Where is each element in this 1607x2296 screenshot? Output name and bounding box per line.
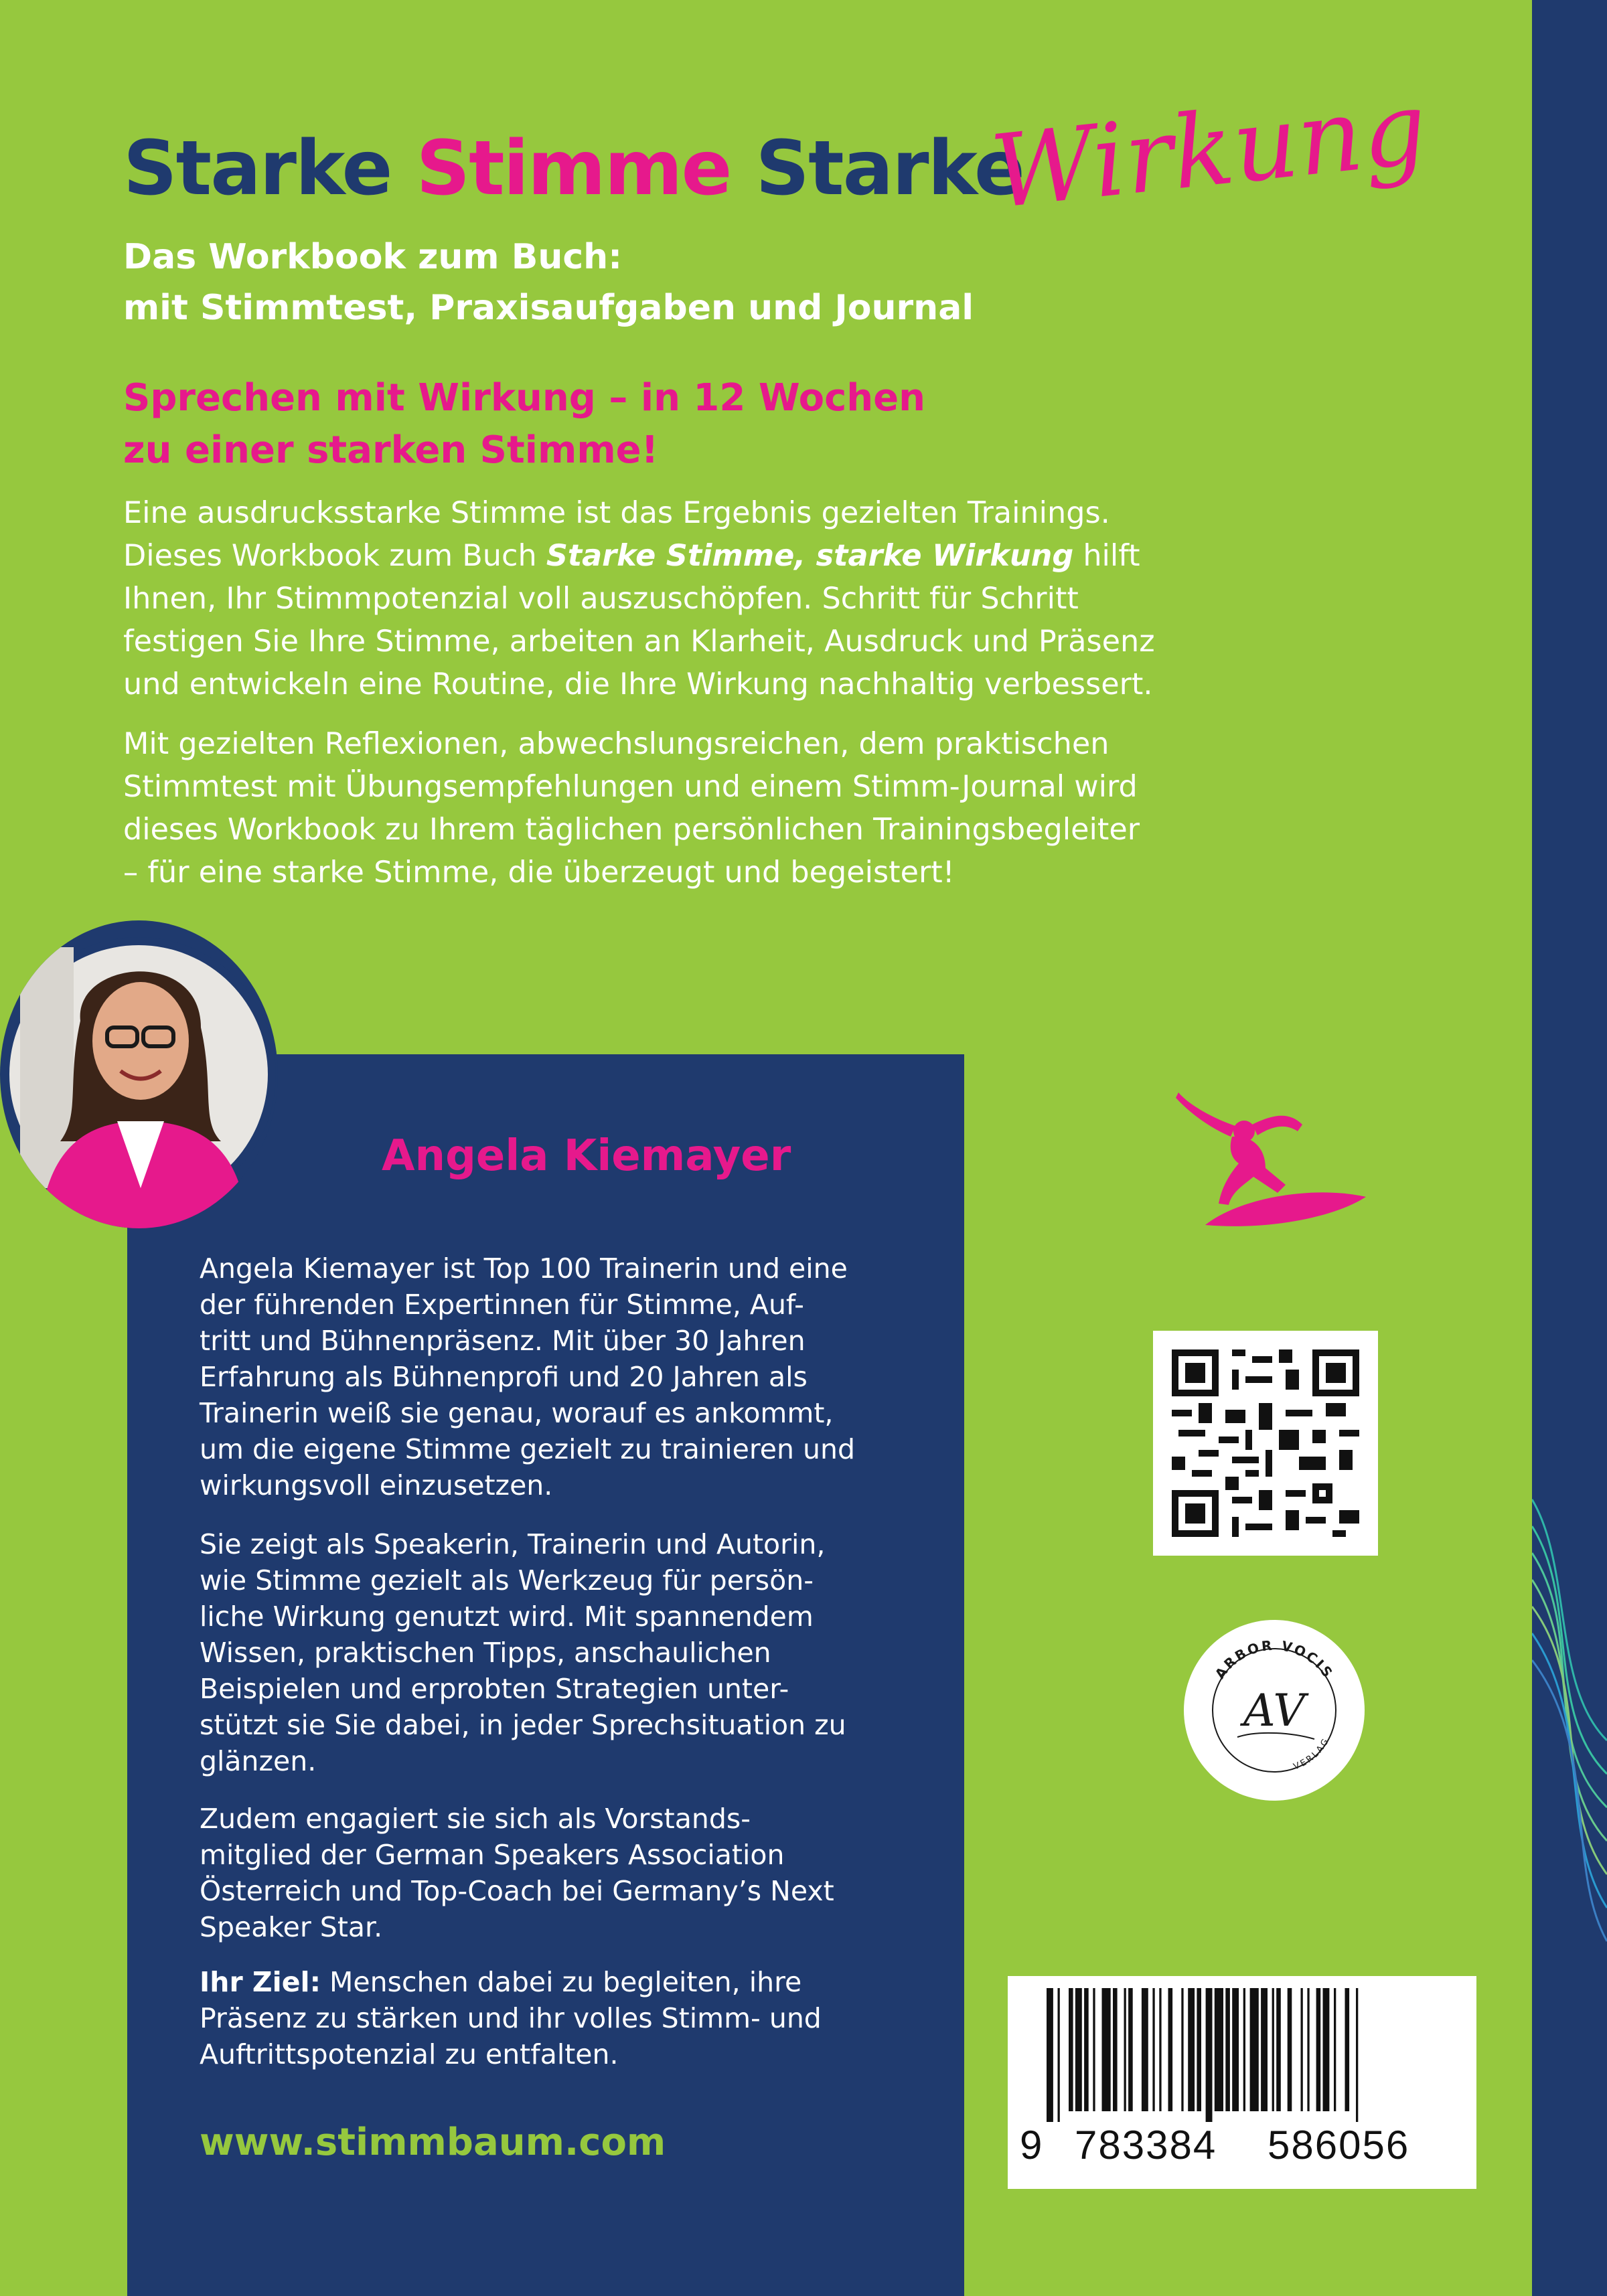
book-title: [123, 125, 1024, 212]
barcode-bar: [1181, 1988, 1183, 2111]
bio-line: Zudem engagiert sie sich als Vorstands-: [200, 1803, 751, 1835]
barcode-bar: [1243, 1988, 1245, 2111]
barcode-bar: [1142, 1988, 1148, 2111]
barcode-bar: [1102, 1988, 1111, 2111]
bio-line: stützt sie Sie dabei, in jeder Sprechsituation zu: [200, 1709, 846, 1741]
intro-line: – für eine starke Stimme, die überzeugt und begeistert!: [123, 855, 955, 890]
title-word-stimme: Stimme: [416, 125, 731, 212]
intro-line: Ihnen, Ihr Stimmpotenzial voll auszuschöpfen. Schritt für Schritt: [123, 582, 1079, 616]
barcode-bar: [1113, 1988, 1118, 2111]
barcode-bar: [1047, 1988, 1053, 2122]
intro-line: Eine ausdrucksstarke Stimme ist das Ergebnis gezielten Trainings.: [123, 496, 1110, 530]
subtitle-line: Das Workbook zum Buch:: [123, 237, 622, 277]
goal-text: Menschen dabei zu begleiten, ihre: [320, 1966, 802, 1998]
bio-line: der führenden Expertinnen für Stimme, Auf-: [200, 1289, 804, 1321]
author-bio-3: [200, 1801, 963, 1945]
bio-line: mitglied der German Speakers Association: [200, 1839, 785, 1871]
barcode-bar: [1334, 1988, 1336, 2111]
bio-line: Präsenz zu stärken und ihr volles Stimm- und: [200, 2002, 822, 2034]
barcode-bar: [1288, 1988, 1292, 2111]
intro-line: festigen Sie Ihre Stimme, arbeiten an Klarheit, Ausdruck und Präsenz: [123, 625, 1155, 659]
bio-line: wie Stimme gezielt als Werkzeug für persön-: [200, 1564, 814, 1596]
author-photo: [0, 920, 278, 1228]
website-link[interactable]: www.stimmbaum.com: [200, 2121, 666, 2164]
barcode-bar: [1225, 1988, 1230, 2111]
barcode-bar: [1093, 1988, 1095, 2111]
publisher-logo: [1184, 1620, 1365, 1801]
bio-line: Auftrittspotenzial zu entfalten.: [200, 2038, 619, 2070]
barcode-lead-digit: 9: [1020, 2123, 1044, 2167]
barcode-bar: [1356, 1988, 1358, 2122]
publisher-monogram: AV: [1243, 1685, 1306, 1736]
title-word-starke: Starke: [123, 125, 392, 212]
publisher-name-top: ARBOR VOCIS: [1211, 1637, 1337, 1682]
barcode-group-1: 783384: [1075, 2123, 1217, 2167]
bio-line: Angela Kiemayer ist Top 100 Trainerin und eine: [200, 1252, 848, 1285]
intro-line: Stimmtest mit Übungsempfehlungen und einem Stimm-Journal wird: [123, 770, 1138, 804]
wave-lines-decoration: [1532, 1486, 1607, 1981]
barcode-bar: [1152, 1988, 1154, 2111]
barcode-bar: [1272, 1988, 1274, 2111]
author-goal: [200, 1964, 963, 2072]
barcode-bar: [1276, 1988, 1281, 2111]
barcode-bar: [1159, 1988, 1161, 2111]
bio-line: Sie zeigt als Speakerin, Trainerin und Autorin,: [200, 1528, 826, 1560]
barcode-bar: [1058, 1988, 1060, 2122]
barcode-bar: [1316, 1988, 1321, 2111]
bio-line: Speaker Star.: [200, 1911, 383, 1943]
barcode-bar: [1124, 1988, 1126, 2111]
barcode-bar: [1197, 1988, 1201, 2111]
intro-line: dieses Workbook zu Ihrem täglichen persönlichen Trainingsbegleiter: [123, 813, 1140, 847]
bio-line: glänzen.: [200, 1745, 317, 1777]
intro-text: hilft: [1073, 539, 1140, 573]
bio-line: Beispielen und erprobten Strategien unter-: [200, 1673, 789, 1705]
qr-code[interactable]: [1153, 1331, 1378, 1556]
headline-line: zu einer starken Stimme!: [123, 428, 659, 472]
bio-line: Erfahrung als Bühnenprofi und 20 Jahren als: [200, 1361, 808, 1393]
barcode-bar: [1345, 1988, 1350, 2111]
intro-line: Mit gezielten Reflexionen, abwechslungsreichen, dem praktischen: [123, 727, 1109, 761]
author-name: Angela Kiemayer: [382, 1131, 791, 1181]
surfer-icon: [1165, 1084, 1373, 1245]
headline-line: Sprechen mit Wirkung – in 12 Wochen: [123, 376, 926, 420]
bio-line: wirkungsvoll einzusetzen.: [200, 1469, 553, 1501]
intro-line: und entwickeln eine Routine, die Ihre Wirkung nachhaltig verbessert.: [123, 667, 1153, 702]
barcode-bar: [1188, 1988, 1195, 2111]
headline: [123, 372, 1395, 477]
barcode: [1008, 1976, 1476, 2189]
intro-text: Dieses Workbook zum Buch: [123, 539, 546, 573]
bio-line: Wissen, praktischen Tipps, anschaulichen: [200, 1637, 771, 1669]
barcode-bar: [1084, 1988, 1089, 2111]
barcode-bar: [1232, 1988, 1239, 2111]
author-bio-1: [200, 1250, 963, 1503]
barcode-group-2: 586056: [1268, 2123, 1410, 2167]
barcode-bar: [1069, 1988, 1073, 2111]
goal-label: Ihr Ziel:: [200, 1966, 321, 1998]
bio-line: Trainerin weiß sie genau, worauf es ankommt,: [200, 1397, 834, 1429]
svg-text:ARBOR VOCIS: [1212, 1637, 1337, 1682]
intro-paragraph-2: [123, 723, 1436, 894]
svg-text:VERLAG: [1292, 1736, 1332, 1772]
title-word-starke-2: Starke: [755, 125, 1024, 212]
barcode-bar: [1128, 1988, 1133, 2111]
bio-line: um die eigene Stimme gezielt zu trainieren und: [200, 1433, 856, 1465]
barcode-bar: [1075, 1988, 1082, 2111]
book-reference: Starke Stimme, starke Wirkung: [546, 539, 1074, 573]
publisher-name-bottom: VERLAG: [1292, 1735, 1332, 1773]
barcode-bar: [1307, 1988, 1309, 2111]
bio-line: [200, 1964, 963, 2000]
author-bio-2: [200, 1526, 963, 1779]
barcode-bar: [1261, 1988, 1268, 2111]
subtitle: [123, 232, 1395, 333]
barcode-bar: [1215, 1988, 1223, 2111]
barcode-bar: [1323, 1988, 1330, 2111]
bio-line: tritt und Bühnenpräsenz. Mit über 30 Jahren: [200, 1325, 806, 1357]
barcode-bar: [1250, 1988, 1259, 2111]
title-script-wirkung: Wirkung: [986, 70, 1432, 232]
intro-paragraph: [123, 492, 1436, 706]
subtitle-line: mit Stimmtest, Praxisaufgaben und Journal: [123, 288, 974, 328]
barcode-bar: [1206, 1988, 1213, 2122]
bio-line: liche Wirkung genutzt wird. Mit spannendem: [200, 1601, 814, 1633]
barcode-bar: [1301, 1988, 1303, 2111]
bio-line: Österreich und Top-Coach bei Germany’s Next: [200, 1875, 834, 1907]
intro-line: [123, 535, 1436, 578]
barcode-bar: [1168, 1988, 1173, 2111]
